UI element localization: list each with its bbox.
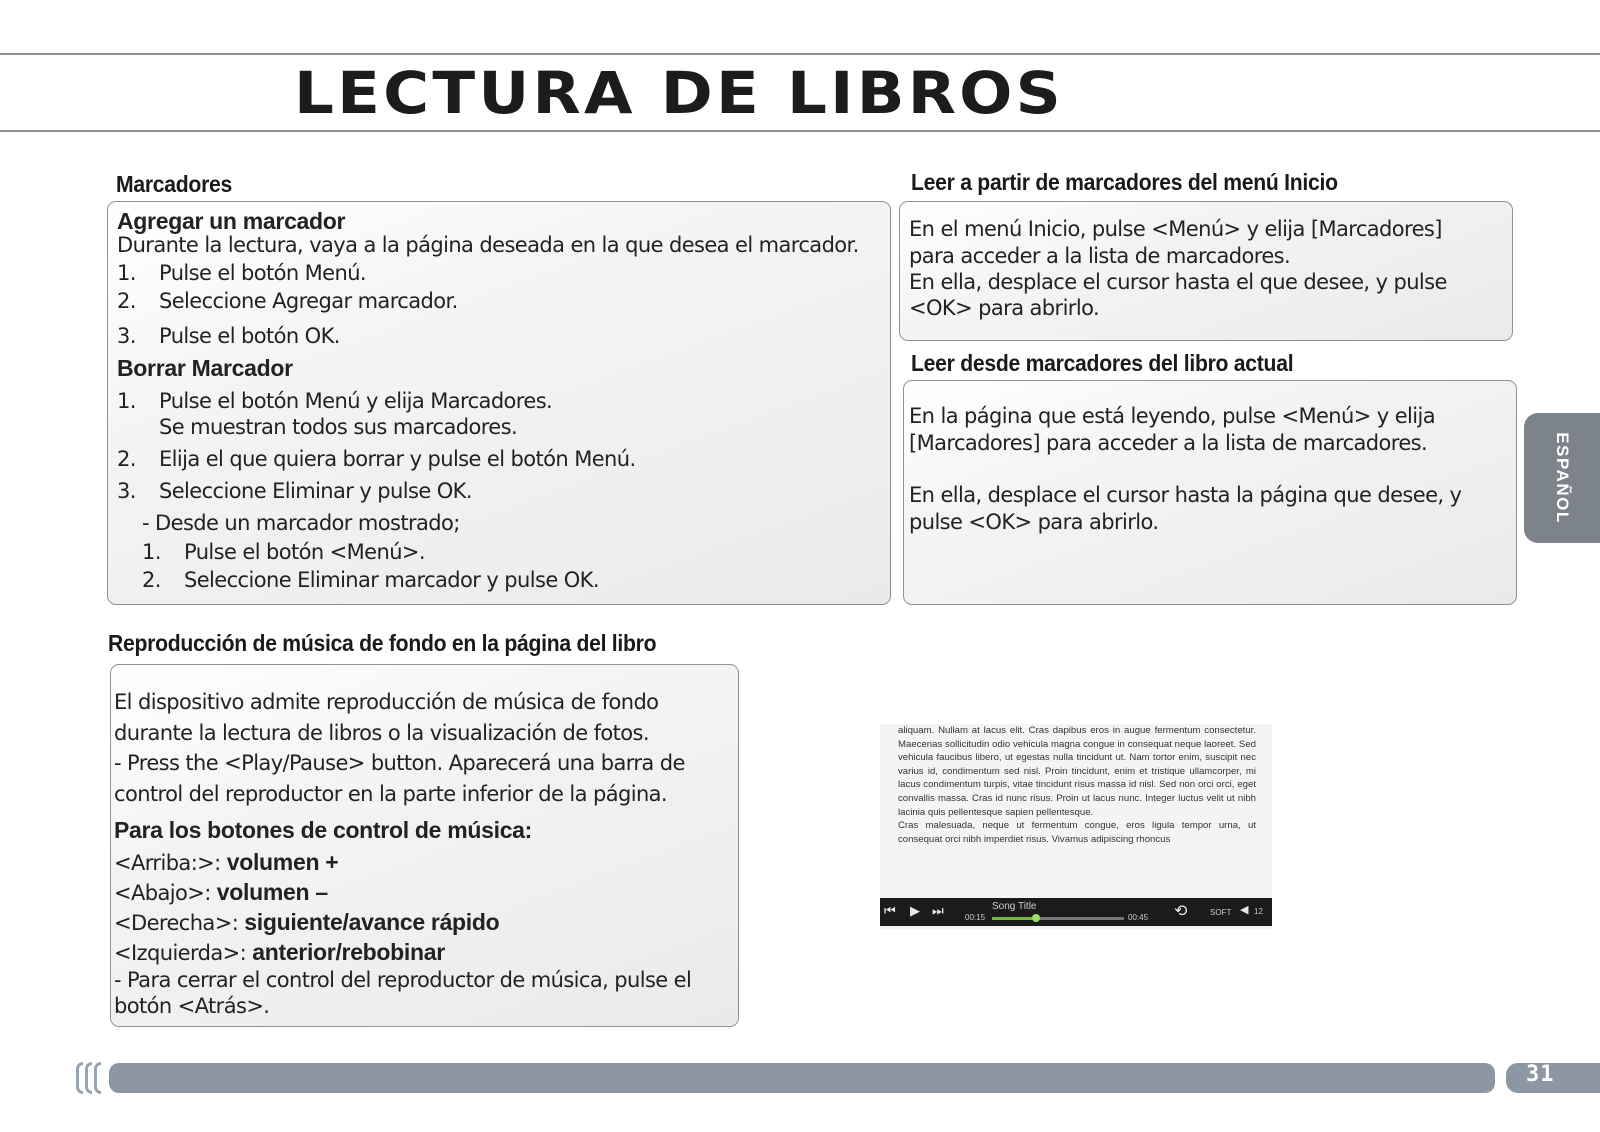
body-line: durante la lectura de libros o la visualización de fotos. <box>114 721 649 745</box>
language-tab <box>1524 413 1600 543</box>
body-line: En el menú Inicio, pulse <Menú> y elija [Marcadores] <box>909 217 1442 241</box>
progress-track[interactable] <box>992 917 1124 920</box>
page-title: LECTURA DE LIBROS <box>294 59 1065 127</box>
music-player-bar <box>880 898 1272 926</box>
repeat-icon[interactable]: ⟲ <box>1174 903 1188 920</box>
list-item: 2. Seleccione Agregar marcador. <box>117 289 458 313</box>
bookmarks-heading: Marcadores <box>116 171 233 197</box>
title-rule <box>0 130 1600 132</box>
list-item: 1. Pulse el botón Menú y elija Marcadores. <box>117 389 553 413</box>
total-time: 00:45 <box>1128 913 1149 922</box>
eq-label: SOFT <box>1210 908 1232 917</box>
footer-bar <box>109 1063 1495 1093</box>
elapsed-time: 00:15 <box>965 913 986 922</box>
body-line: [Marcadores] para acceder a la lista de marcadores. <box>909 431 1428 455</box>
body-line: <OK> para abrirlo. <box>909 296 1100 320</box>
previous-icon[interactable]: ⏮ <box>884 903 896 918</box>
list-item: 1. Pulse el botón Menú. <box>117 261 366 285</box>
controls-title: Para los botones de control de música: <box>114 817 533 843</box>
list-item: 2. Seleccione Eliminar marcador y pulse OK. <box>142 568 599 592</box>
control-item: <Arriba:>: volumen + <box>114 849 339 875</box>
body-line: - Press the <Play/Pause> button. Aparecerá una barra de <box>114 751 685 775</box>
progress-fill <box>992 917 1036 920</box>
delete-bookmark-title: Borrar Marcador <box>117 355 293 381</box>
home-bookmarks-heading: Leer a partir de marcadores del menú Inicio <box>911 169 1338 195</box>
home-bookmarks-box <box>899 201 1513 341</box>
page-number: 31 <box>1526 1062 1555 1087</box>
music-box <box>110 664 739 1027</box>
body-line: pulse <OK> para abrirlo. <box>909 510 1159 534</box>
list-item: 3. Pulse el botón OK. <box>117 324 340 348</box>
control-item: <Izquierda>: anterior/rebobinar <box>114 939 445 965</box>
body-line: botón <Atrás>. <box>114 994 270 1018</box>
progress-knob[interactable] <box>1032 914 1040 922</box>
play-icon[interactable]: ▶ <box>910 903 920 918</box>
song-title: Song Title <box>992 901 1037 912</box>
screenshot-text <box>898 724 1256 846</box>
music-heading: Reproducción de música de fondo en la página del libro <box>108 630 657 656</box>
control-item: <Derecha>: siguiente/avance rápido <box>114 909 500 935</box>
list-item: 1. Pulse el botón <Menú>. <box>142 540 425 564</box>
body-line: - Para cerrar el control del reproductor de música, pulse el <box>114 968 692 992</box>
volume-icon[interactable]: ◀ <box>1240 904 1249 916</box>
language-tab-label: ESPAÑOL <box>1553 432 1572 524</box>
body-line: para acceder a la lista de marcadores. <box>909 244 1291 268</box>
next-icon[interactable]: ⏭ <box>932 903 944 918</box>
body-line: En ella, desplace el cursor hasta la página que desee, y <box>909 483 1462 507</box>
footer-decoration <box>76 1062 83 1094</box>
add-bookmark-intro: Durante la lectura, vaya a la página deseada en la que desea el marcador. <box>117 233 859 257</box>
bookmarks-box <box>107 201 891 605</box>
body-line: En ella, desplace el cursor hasta el que desee, y pulse <box>909 270 1447 294</box>
screenshot-paragraph: Cras malesuada, neque ut fermentum congue, eros ligula tempor urna, ut consequat orci nibh imperdiet risus. Vivamus adipiscing rhoncus <box>898 820 1256 845</box>
add-bookmark-title: Agregar un marcador <box>117 208 346 234</box>
volume-level: 12 <box>1254 907 1263 916</box>
list-item: 3. Seleccione Eliminar y pulse OK. <box>117 479 472 503</box>
body-line: control del reproductor en la parte inferior de la página. <box>114 782 667 806</box>
control-item: <Abajo>: volumen – <box>114 879 328 905</box>
footer-decoration <box>94 1062 101 1094</box>
body-line: En la página que está leyendo, pulse <Menú> y elija <box>909 404 1435 428</box>
list-item-continuation: Se muestran todos sus marcadores. <box>159 415 518 439</box>
current-book-bookmarks-heading: Leer desde marcadores del libro actual <box>911 350 1294 376</box>
current-book-bookmarks-box <box>903 380 1517 605</box>
footer-decoration <box>85 1062 92 1094</box>
list-item: 2. Elija el que quiera borrar y pulse el botón Menú. <box>117 447 636 471</box>
body-line: El dispositivo admite reproducción de música de fondo <box>114 690 659 714</box>
device-screenshot <box>880 724 1272 929</box>
sub-intro: - Desde un marcador mostrado; <box>142 511 460 535</box>
top-rule <box>0 53 1600 55</box>
screenshot-paragraph: aliquam. Nullam at lacus elit. Cras dapibus eros in augue fermentum consectetur. Maecenas sollicitudin odio vehicula magna congue in consequat neque laoreet. Sed vehicula faucibus libero, ut egestas nulla tincidunt ut. Nam tortor enim, suscipit nec varius id, condimentum sed nisl. Proin tincidunt, enim et tristique ullamcorper, mi lacus condimentum turpis, vitae tincidunt risus massa id nisl. Sed non orci orci, eget convallis massa. Cras id nunc risus. Proin ut lacus nunc. Integer luctus velit ut nibh lacinia quis pellentesque sapien pellentesque. <box>898 725 1256 818</box>
